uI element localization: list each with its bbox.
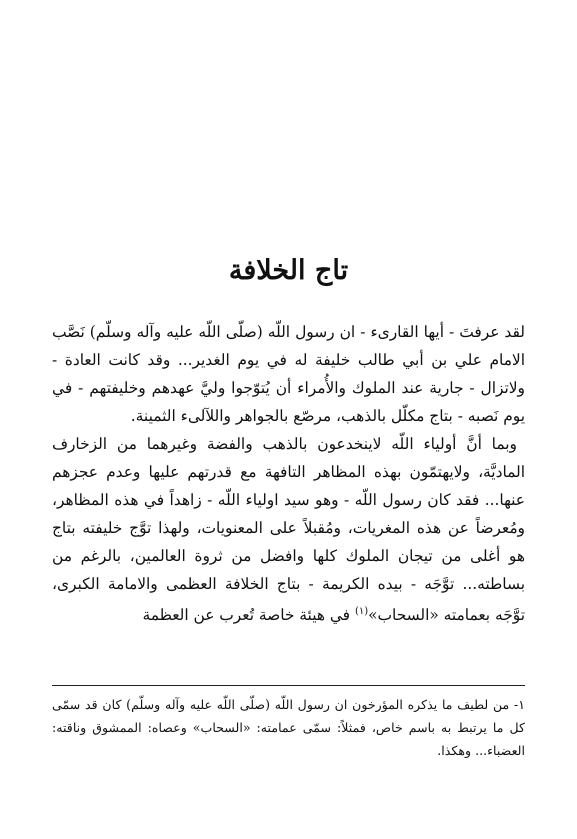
chapter-title: تاج الخلافة [228,255,349,286]
footnote-text: ١- من لطيف ما يذكره المؤرخون ان رسول اللّه (صلّى اللّه عليه وآله وسلّم) كان قد سمّى كل ما يرتبط به باسم خاص، فمثلاً: سمّى عمامته: «السحاب» وعصاه: الممشوق وناقته: العضباء... وهكذا. [52,697,525,758]
paragraph-2-text-end: في هيئة خاصة تُعرب عن العظمة [142,606,355,625]
footnote-reference[interactable]: (١) [354,606,369,617]
paragraph-2 [52,430,525,629]
footnote-divider [52,685,525,686]
paragraph-1: لقد عرفتَ - أيها القارىء - ان رسول اللّه (صلّى اللّه عليه وآله وسلّم) نَصَّب الامام علي بن أبي طالب خليفة له في يوم الغدير... وقد كانت العادة - ولاتزال - جارية عند الملوك والأُمراء أن يُتوّجوا وليَّ عهدهم وخليفتهم - في يوم نَصبه - بتاج مكلّل بالذهب، مرصّع بالجواهر واللآلىء الثمينة. [52,323,525,425]
footnote [52,693,525,762]
body-text [52,318,525,629]
paragraph-2-text: وبما أنَّ أولياء اللّه لاينخدعون بالذهب والفضة وغيرهما من الزخارف الماديَّة، ولايهتمّون بهذه المظاهر التافهة مع قدرتهم عليها وعدم عجزهم عنها... فقد كان رسول اللّه - وهو سيد اولياء اللّه - زاهداً في هذه المظاهر، ومُعرضاً عن هذه المغريات، ومُقبلاً على المعنويات، ولهذا توَّج خليفته بتاج هو أغلى من تيجان الملوك كلها وافضل من ثروة العالمين، بالرغم من بساطته... توَّجَه - بيده الكريمة - بتاج الخلافة العظمى والامامة الكبرى، توَّجَه بعمامته «السحاب» [52,435,525,625]
